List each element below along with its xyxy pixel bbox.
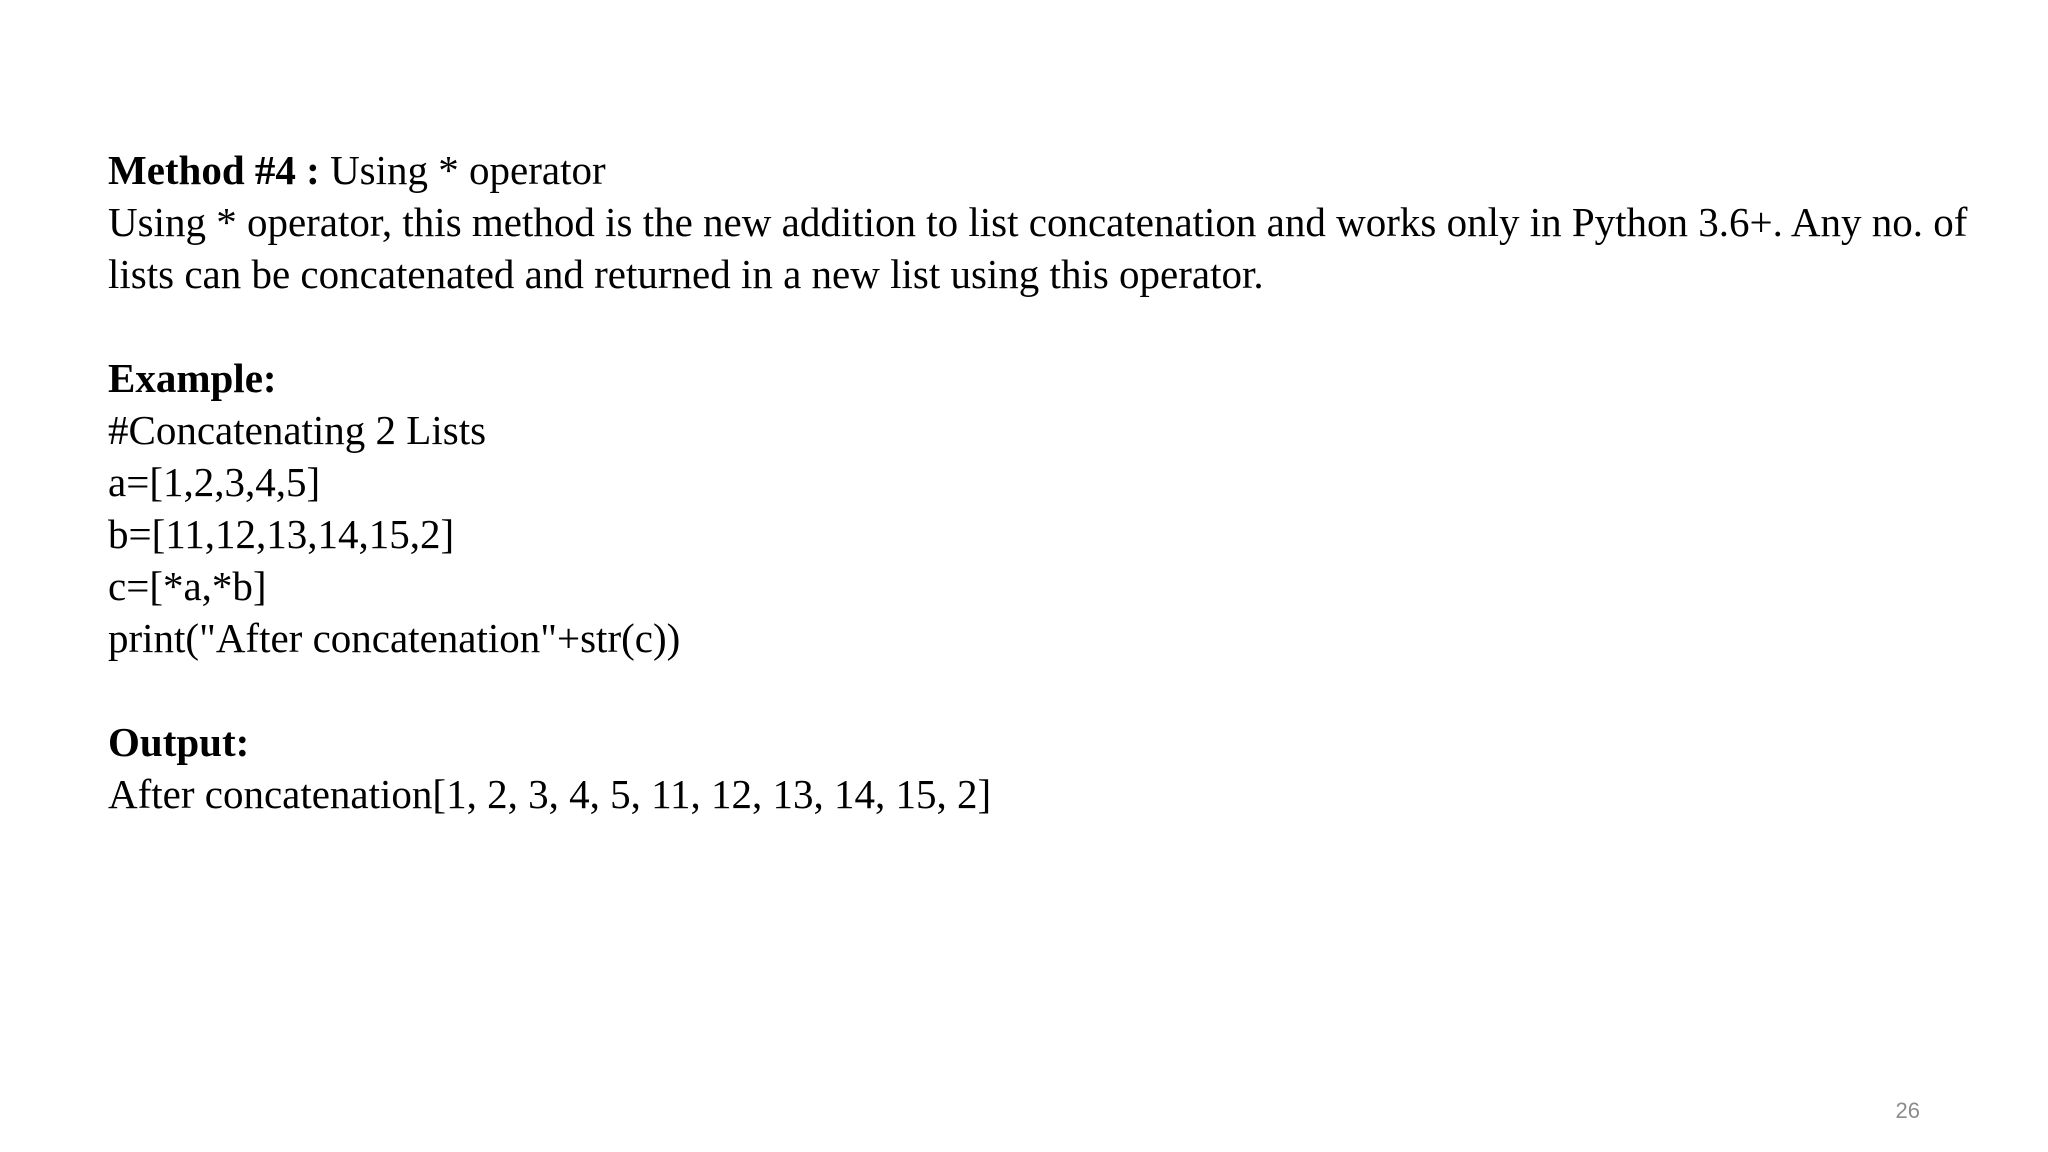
slide-content [108, 144, 1988, 820]
page-number: 26 [1895, 1098, 1920, 1123]
method-title: Using * operator [330, 147, 606, 193]
output-label: Output: [108, 719, 250, 765]
method-description: Using * operator, this method is the new addition to list concatenation and works only in Python 3.6+. Any no. of lists can be concatenated and returned in a new list using this operator. [108, 199, 1968, 297]
code-line: #Concatenating 2 Lists [108, 407, 487, 453]
spacer [108, 664, 1988, 716]
output-text: After concatenation[1, 2, 3, 4, 5, 11, 12, 13, 14, 15, 2] [108, 771, 992, 817]
code-line: c=[*a,*b] [108, 563, 267, 609]
method-heading [108, 144, 1988, 196]
example-label: Example: [108, 355, 277, 401]
code-line: print("After concatenation"+str(c)) [108, 615, 681, 661]
method-label: Method #4 : [108, 147, 320, 193]
spacer [108, 300, 1988, 352]
code-line: b=[11,12,13,14,15,2] [108, 511, 455, 557]
code-line: a=[1,2,3,4,5] [108, 459, 321, 505]
